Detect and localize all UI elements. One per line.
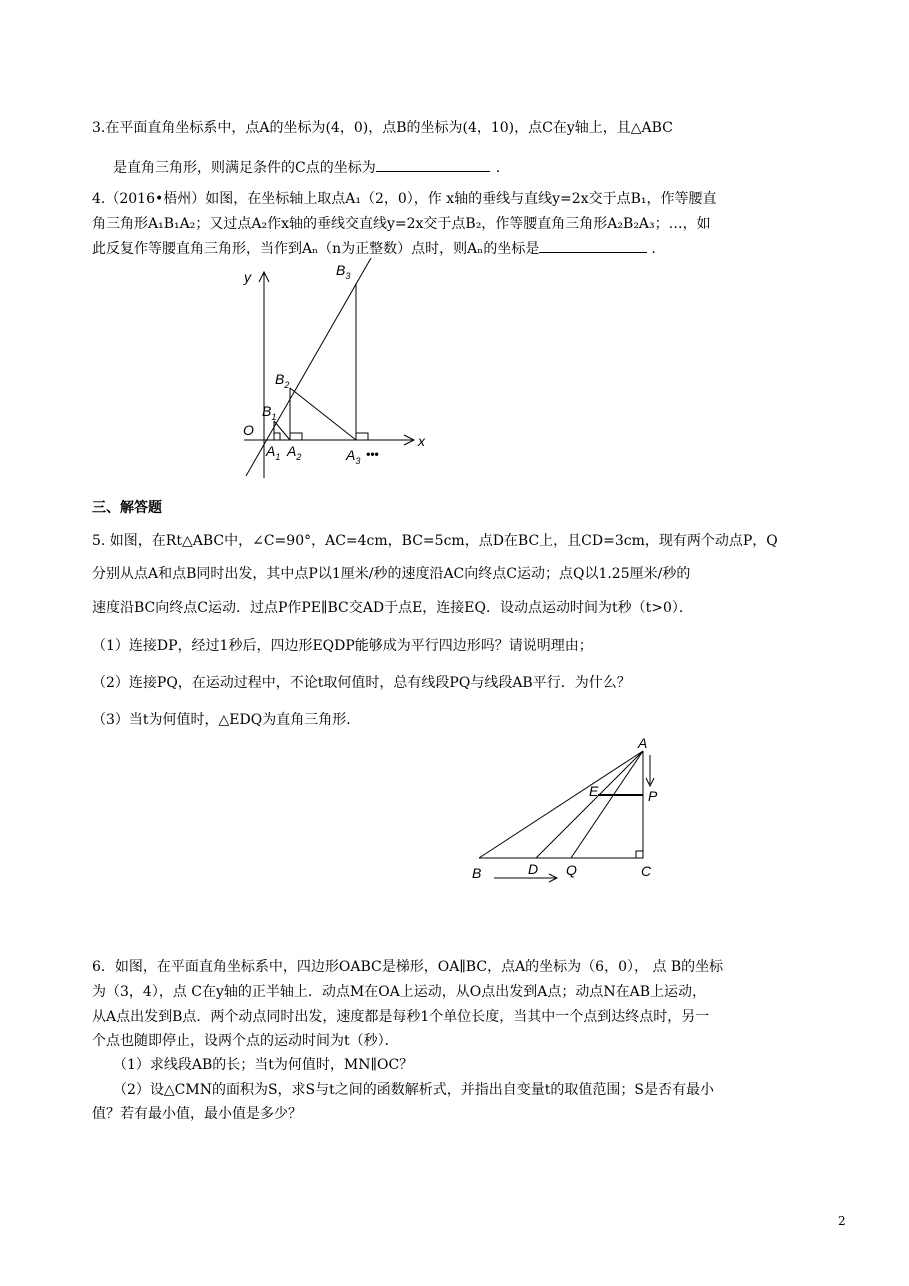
q4-line3-end: . [651, 241, 656, 257]
q5-line1: 5. 如图，在Rt△ABC中，∠C=90°，AC=4cm，BC=5cm，点D在BC上，且CD=3cm，现有两个动点P，Q [92, 533, 778, 549]
q5-sub2: （2）连接PQ，在运动过程中，不论t取何值时，总有线段PQ与线段AB平行．为什么？ [92, 675, 631, 691]
label-B: B [472, 865, 482, 881]
label-a3-sub: 3 [355, 456, 361, 466]
label-Q: Q [566, 862, 577, 878]
q6-line3: 从A点出发到B点．两个动点同时出发，速度都是每秒1个单位长度，当其中一个点到达终点时，另一 [92, 1009, 710, 1025]
label-b3-sub: 3 [345, 271, 351, 281]
q4-line3-text: 此反复作等腰直角三角形，当作到Aₙ（n为正整数）点时，则Aₙ的坐标是 [92, 241, 540, 257]
label-o: O [243, 422, 254, 438]
q6-sub1: （1）求线段AB的长；当t为何值时，MN∥OC？ [113, 1057, 414, 1073]
seg-aq [571, 751, 643, 858]
label-y: y [244, 269, 251, 285]
q6-line1: 6．如图，在平面直角坐标系中，四边形OABC是梯形，OA∥BC，点A的坐标为（6，0）， 点 B的坐标 [92, 959, 724, 975]
label-b1-letter: B [262, 403, 272, 419]
q6-line2: 为（3，4），点 C在y轴的正半轴上．动点M在OA上运动，从O点出发到A点；动点N在AB上运动， [92, 984, 707, 1000]
label-a2-letter: A [287, 443, 297, 459]
label-b2-sub: 2 [284, 380, 290, 390]
q5-sub1: （1）连接DP，经过1秒后，四边形EQDP能够成为平行四边形吗？请说明理由； [92, 638, 593, 654]
q3-line2-text: 是直角三角形，则满足条件的C点的坐标为 [113, 160, 376, 176]
label-a1-sub: 1 [275, 452, 281, 462]
label-D: D [528, 861, 539, 877]
label-a2-sub: 2 [296, 452, 302, 462]
q4-line1: 4.（2016•梧州）如图，在坐标轴上取点A₁（2，0），作 x轴的垂线与直线y=2x交于点B₁，作等腰直 [92, 191, 717, 207]
q6-sub2: （2）设△CMN的面积为S，求S与t之间的函数解析式，并指出自变量t的取值范围；S是否有最小 [113, 1082, 714, 1098]
label-b2-letter: B [275, 371, 285, 387]
label-P: P [648, 788, 658, 804]
label-a3-letter: A [346, 447, 356, 463]
q3-line2-end: . [495, 160, 501, 176]
label-dots: ••• [366, 447, 379, 461]
q3-line1: 3.在平面直角坐标系中，点A的坐标为(4，0)，点B的坐标为(4，10)，点C在y轴上，且△ABC [92, 120, 673, 136]
page-number: 2 [838, 1214, 846, 1228]
q5-sub3: （3）当t为何值时，△EDQ为直角三角形． [92, 712, 361, 728]
right-angle-c [636, 851, 643, 858]
label-b3-letter: B [336, 262, 346, 278]
label-b1-sub: 1 [271, 412, 277, 422]
label-C: C [641, 863, 652, 879]
q5-line2: 分别从点A和点B同时出发，其中点P以1厘米/秒的速度沿AC向终点C运动；点Q以1.25厘米/秒的 [92, 566, 691, 582]
label-A: A [638, 735, 648, 751]
q4-line2: 角三角形A₁B₁A₂；又过点A₂作x轴的垂线交直线y=2x交于点B₂，作等腰直角三角形A₂B₂A₃；…，如 [92, 216, 711, 232]
q6-sub2b: 值？若有最小值，最小值是多少？ [92, 1106, 302, 1122]
q5-line3: 速度沿BC向终点C运动．过点P作PE∥BC交AD于点E，连接EQ．设动点运动时间为t秒（t>0）． [92, 600, 693, 616]
seg-ad [536, 751, 643, 858]
label-E: E [589, 783, 599, 799]
section-title: 三、解答题 [92, 500, 162, 516]
seg-ab [479, 751, 643, 858]
label-a1-letter: A [266, 443, 276, 459]
q6-line4: 个点也随即停止，设两个点的运动时间为t（秒）． [92, 1033, 399, 1049]
label-x: x [418, 433, 425, 449]
